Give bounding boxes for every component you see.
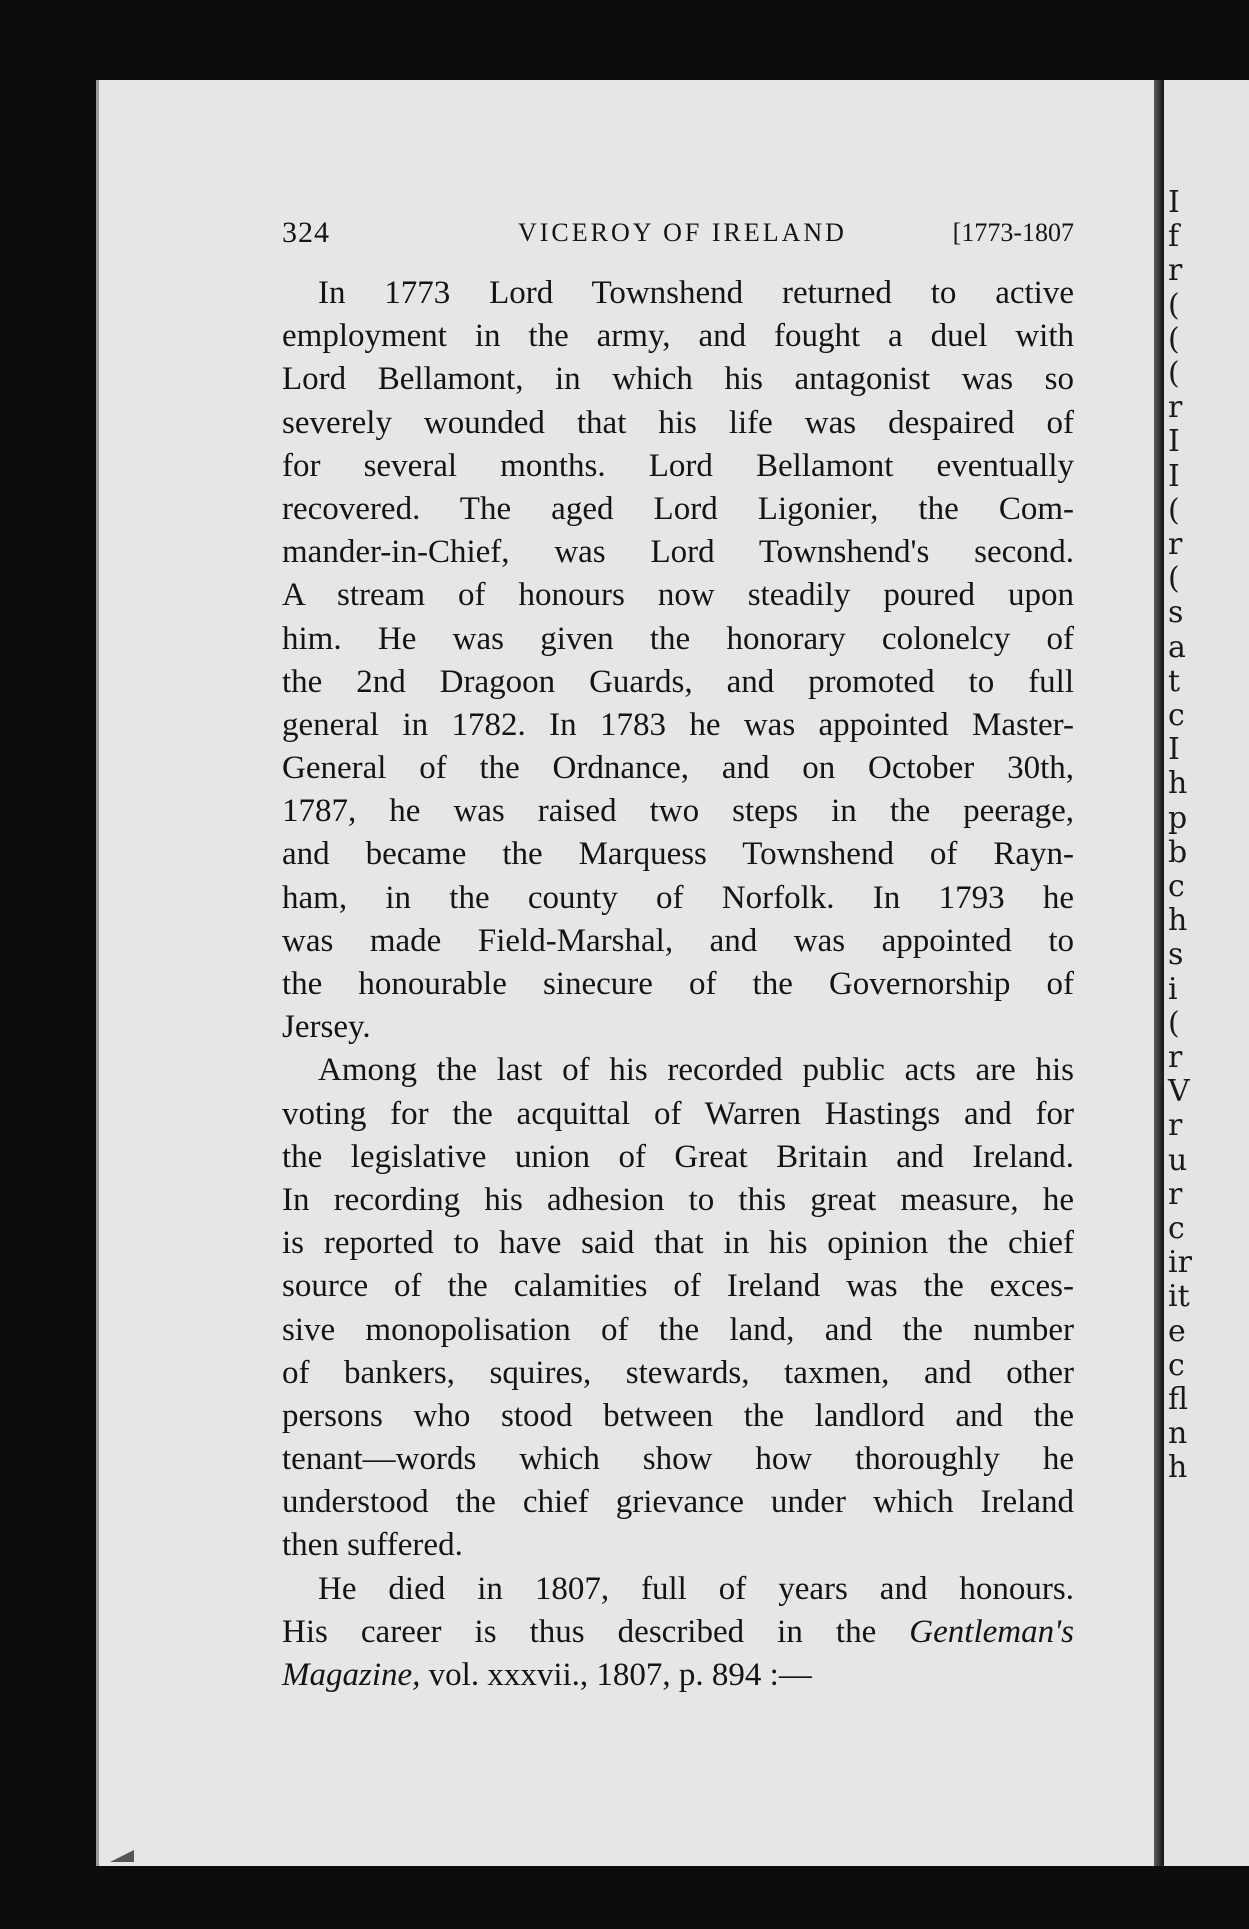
text-line — [282, 1654, 1074, 1697]
text-line: In recording his adhesion to this great measure, he — [282, 1181, 1074, 1218]
periodical-title: Magazine, — [282, 1657, 421, 1693]
text-line: ham, in the county of Norfolk. In 1793 he — [282, 879, 1074, 916]
next-page-fragment: e — [1168, 1313, 1186, 1349]
next-page-fragment: p — [1168, 800, 1188, 836]
next-page-fragment: fl — [1168, 1382, 1189, 1417]
text-line: him. He was given the honorary colonelcy of — [282, 620, 1074, 657]
text-line: Lord Bellamont, in which his antagonist was so — [282, 361, 1074, 398]
text-line: tenant—words which show how thoroughly he — [282, 1441, 1074, 1478]
text-line: and became the Marquess Townshend of Rayn- — [282, 836, 1074, 873]
next-page-fragment: t — [1168, 663, 1181, 699]
next-page-fragment: u — [1168, 1142, 1188, 1178]
next-page-fragment: f — [1168, 219, 1180, 255]
next-page-fragment: r — [1168, 527, 1183, 562]
paragraph-3 — [282, 1568, 1074, 1698]
body-text — [282, 272, 1074, 1697]
next-page-fragment: s — [1168, 937, 1184, 973]
text-line: general in 1782. In 1783 he was appointed Master- — [282, 706, 1074, 743]
text-line: was made Field-Marshal, and was appointed to — [282, 922, 1074, 959]
text-line: General of the Ordnance, and on October 30th, — [282, 750, 1074, 787]
text-line: He died in 1807, full of years and honours. — [318, 1570, 1074, 1607]
text-line: 1787, he was raised two steps in the peerage, — [282, 793, 1074, 830]
next-page-fragment: r — [1168, 253, 1183, 289]
text-line: for several months. Lord Bellamont eventually — [282, 447, 1074, 484]
text-line: In 1773 Lord Townshend returned to active — [318, 275, 1074, 311]
text-line: sive monopolisation of the land, and the number — [282, 1311, 1074, 1348]
next-page-fragment: c — [1168, 869, 1185, 904]
next-page-fragment: it — [1168, 1279, 1190, 1315]
next-page-fragment: h — [1168, 766, 1188, 802]
book-gutter — [1154, 80, 1164, 1866]
next-page-fragment: ( — [1168, 287, 1180, 323]
corner-fold-mark — [110, 1850, 134, 1862]
text-line: A stream of honours now steadily poured upon — [282, 577, 1074, 614]
text-line: recovered. The aged Lord Ligonier, the Com- — [282, 490, 1074, 527]
next-page-fragment: V — [1168, 1074, 1190, 1110]
next-page-fragment: I — [1168, 732, 1180, 768]
next-page-fragment: r — [1168, 1108, 1183, 1144]
next-page-fragment: h — [1168, 903, 1188, 939]
next-page-fragment: I — [1168, 424, 1180, 460]
text-line: the legislative union of Great Britain and Ireland. — [282, 1138, 1074, 1175]
next-page-fragment: I — [1168, 458, 1180, 494]
next-page-fragment: n — [1168, 1416, 1188, 1452]
citation: vol. xxxvii., 1807, p. 894 :— — [428, 1657, 812, 1693]
text-fragment: His career is thus described in the — [282, 1613, 877, 1650]
text-line: then suffered. — [282, 1527, 463, 1564]
next-page-fragment: a — [1168, 629, 1186, 665]
next-page-fragment: I — [1168, 185, 1180, 220]
text-line: source of the calamities of Ireland was the exces- — [282, 1268, 1074, 1305]
next-page-fragment: i — [1168, 971, 1178, 1007]
next-page-fragment: ir — [1168, 1245, 1192, 1281]
paragraph-1 — [282, 272, 1074, 1049]
date-range: [1773-1807 — [952, 218, 1074, 247]
text-line: Among the last of his recorded public acts are his — [318, 1052, 1074, 1089]
text-line — [282, 1611, 1074, 1654]
next-page-fragment: ( — [1168, 492, 1180, 528]
next-page-fragment: ( — [1168, 561, 1180, 597]
text-line: of bankers, squires, stewards, taxmen, and other — [282, 1354, 1074, 1391]
next-page-fragment: r — [1168, 390, 1183, 426]
text-line: mander-in-Chief, was Lord Townshend's second. — [282, 534, 1074, 571]
page-number: 324 — [282, 216, 330, 249]
paragraph-2 — [282, 1049, 1074, 1567]
text-line: persons who stood between the landlord and the — [282, 1397, 1074, 1434]
next-page-fragment: c — [1168, 698, 1185, 733]
next-page-fragment: ( — [1168, 321, 1180, 357]
next-page-fragment: r — [1168, 1176, 1183, 1212]
next-page-fragment: ( — [1168, 356, 1180, 391]
text-line: is reported to have said that in his opinion the chief — [282, 1225, 1074, 1262]
page-edge-line — [96, 80, 99, 1866]
next-page-fragment: s — [1168, 595, 1184, 631]
text-line: employment in the army, and fought a duel with — [282, 318, 1074, 355]
adjacent-page-edge — [1164, 80, 1249, 1866]
page-header — [282, 216, 1074, 256]
text-line: voting for the acquittal of Warren Hastings and for — [282, 1095, 1074, 1132]
text-line: the 2nd Dragoon Guards, and promoted to full — [282, 663, 1074, 700]
text-line: severely wounded that his life was despaired of — [282, 404, 1074, 441]
next-page-fragment: h — [1168, 1450, 1188, 1486]
next-page-fragment: c — [1168, 1347, 1185, 1383]
text-line: understood the chief grievance under which Ireland — [282, 1484, 1074, 1521]
next-page-fragment: b — [1168, 834, 1188, 870]
text-line: the honourable sinecure of the Governorship of — [282, 966, 1074, 1002]
next-page-fragment: r — [1168, 1040, 1183, 1075]
periodical-title: Gentleman's — [909, 1613, 1074, 1650]
next-page-fragment: c — [1168, 1211, 1185, 1246]
next-page-fragment: ( — [1168, 1005, 1180, 1041]
running-head: VICEROY OF IRELAND — [518, 218, 847, 247]
text-line: Jersey. — [282, 1009, 371, 1046]
